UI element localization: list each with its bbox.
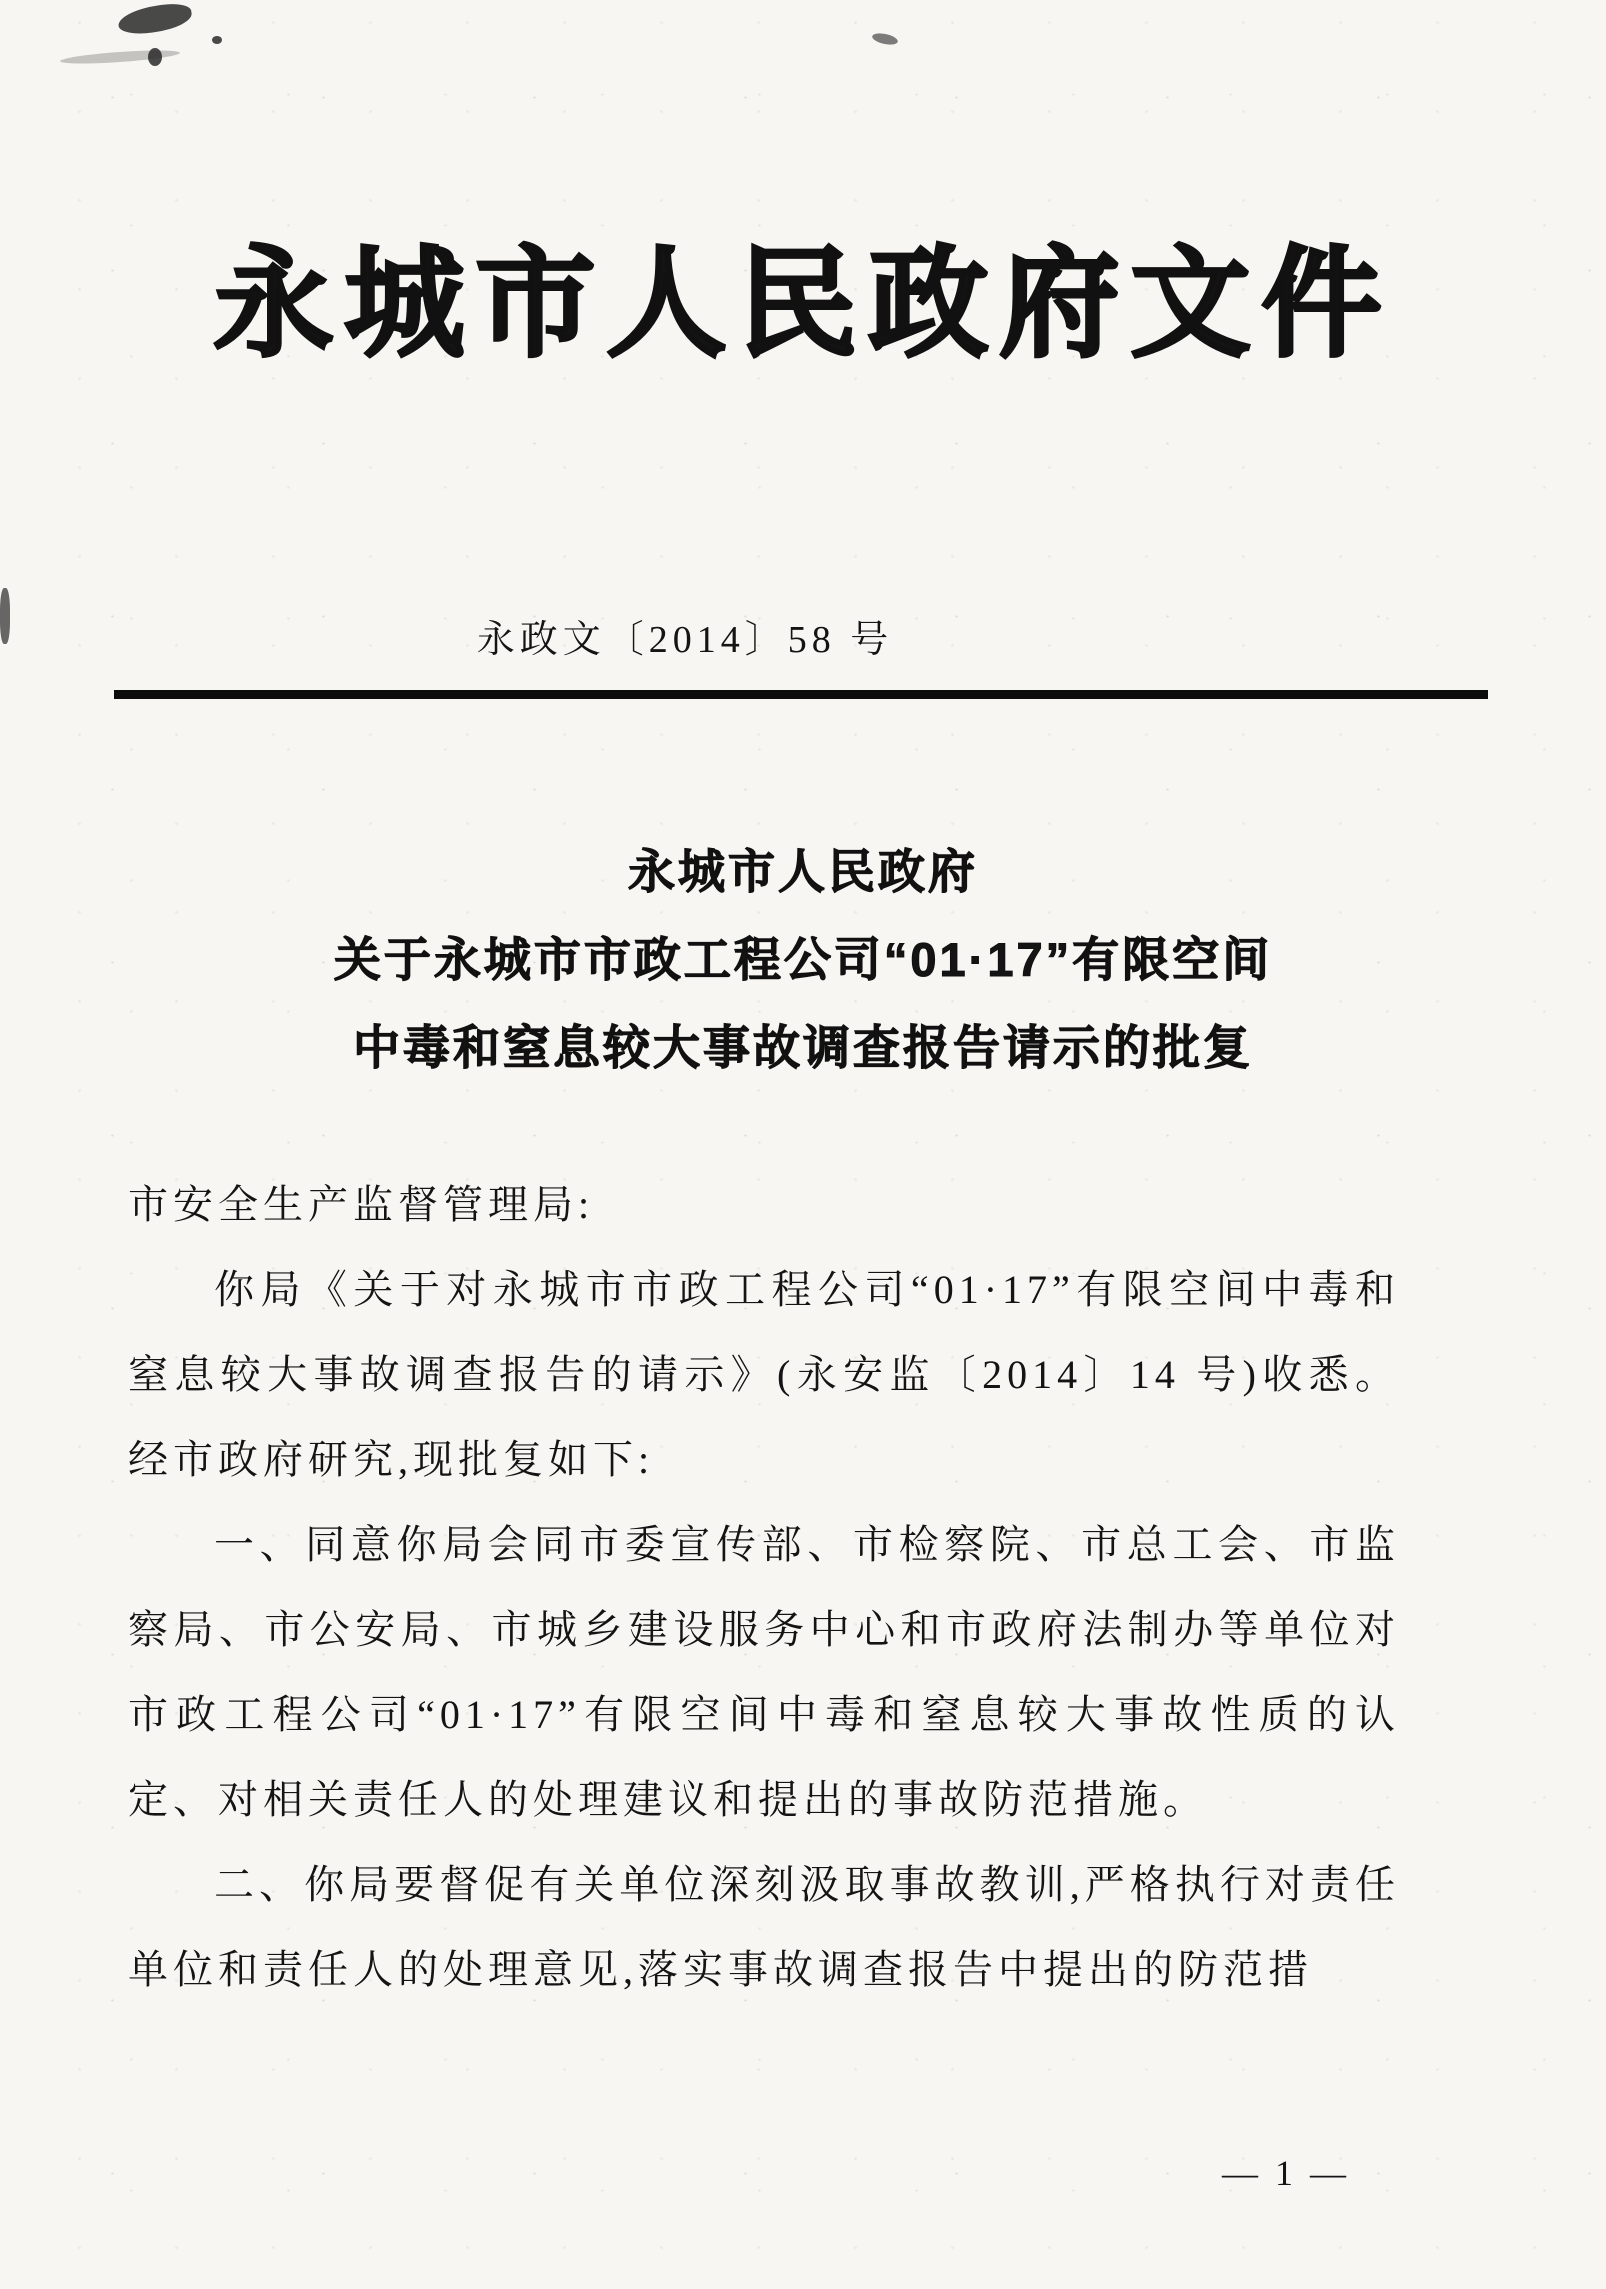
document-body [128,1162,1400,2012]
document-title-line-3: 中毒和窒息较大事故调查报告请示的批复 [353,1021,1253,1074]
document-number: 永政文〔2014〕58 号 [476,619,894,661]
scan-smudge [60,48,180,66]
body-paragraph-2: 一、同意你局会同市委宣传部、市检察院、市总工会、市监察局、市公安局、市城乡建设服务中心和市政府法制办等单位对市政工程公司“01·17”有限空间中毒和窒息较大事故性质的认定、对相关责任人的处理建议和提出的事故防范措施。 [128,1522,1400,1822]
header-divider [114,690,1488,699]
scan-smudge [871,31,899,46]
document-title [0,828,1606,1092]
salutation: 市安全生产监督管理局: [128,1182,595,1227]
document-title-line-1: 永城市人民政府 [628,845,978,898]
body-paragraph-1: 你局《关于对永城市市政工程公司“01·17”有限空间中毒和窒息较大事故调查报告的请示》(永安监〔2014〕14 号)收悉。经市政府研究,现批复如下: [128,1267,1400,1482]
scan-smudge [117,1,194,37]
body-paragraph-3: 二、你局要督促有关单位深刻汲取事故教训,严格执行对责任单位和责任人的处理意见,落实事故调查报告中提出的防范措 [128,1862,1400,1992]
document-title-line-2: 关于永城市市政工程公司“01·17”有限空间 [333,933,1273,986]
letterhead-title: 永城市人民政府文件 [213,238,1393,371]
page-number: — 1 — [1222,2153,1350,2193]
scan-smudge [212,36,222,44]
